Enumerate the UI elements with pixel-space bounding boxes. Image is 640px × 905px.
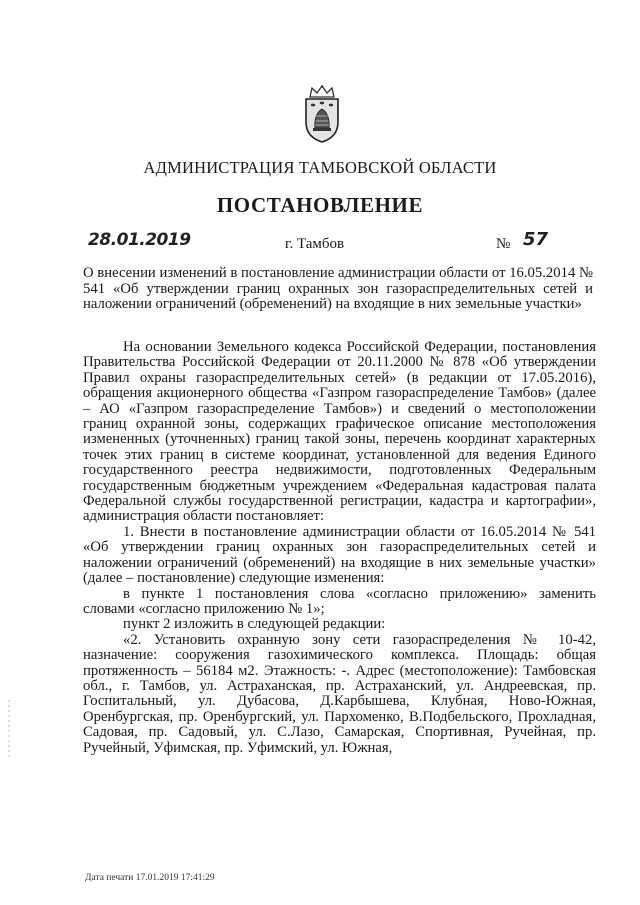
paragraph-preamble: На основании Земельного кодекса Российской Федерации, постановления Правительства Российской Федерации от 20.11.2000 № 878 «Об утверждении Правил охраны газораспределительных сетей» (в редакции от 17.05.2016), обращения акционерного общества «Газпром газораспределение Тамбов» (далее – АО «Газпром газораспределение Тамбов») и сведений о местоположении границ охранной зоны, содержащих графическое описание местоположения измененных (уточненных) границ такой зоны, перечень координат характерных точек этих границ в системе координат, установленной для ведения Единого государственного реестра недвижимости, подготовленных Федеральным государственным бюджетным учреждением «Федеральная кадастровая палата Федеральной службы государственной регистрации, кадастра и картографии», администрация области постановляет: [83,339,596,525]
scan-margin-mark [8,700,10,760]
document-subject: О внесении изменений в постановление администрации области от 16.05.2014 № 541 «Об утверждении границ охранных зон газораспределительных сетей и наложении ограничений (обременений) на входящие в них земельные участки» [83,265,593,312]
tambov-coat-of-arms [297,84,347,144]
handwritten-date: 28.01.2019 [88,230,191,250]
agency-name: АДМИНИСТРАЦИЯ ТАМБОВСКОЙ ОБЛАСТИ [143,158,497,177]
print-date-footer: Дата печати 17.01.2019 17:41:29 [85,873,215,883]
handwritten-number: 57 [523,229,549,250]
paragraph-change-2: пункт 2 изложить в следующей редакции: [123,616,386,633]
paragraph-new-item-2: «2. Установить охранную зону сети газораспределения № 10-42, назначение: сооружения газохимического комплекса. Площадь: общая протяженность – 56184 м2. Этажность: -. Адрес (местоположение): Тамбовская обл., г. Тамбов, ул. Астраханская, пр. Астраханский, ул. Андреевская, пр. Госпитальный, ул. Дубасова, Д.Карбышева, Клубная, Ново-Южная, Оренбургская, пр. Оренбургский, ул. Пархоменко, В.Подбельского, Прохладная, Садовая, пр. Садовый, ул. С.Лазо, Самарская, Спортивная, Ручейная, пр. Ручейный, Уфимская, пр. Уфимский, ул. Южная, [83,631,596,756]
document-body [83,340,596,756]
city: г. Тамбов [285,236,345,252]
paragraph-item-1: 1. Внести в постановление администрации области от 16.05.2014 № 541 «Об утверждении границ охранных зон газораспределительных сетей и наложении ограничений (обременений) на входящие в них земельные участки» (далее – постановление) следующие изменения: [83,523,596,587]
number-label: № [496,236,511,252]
document-type: ПОСТАНОВЛЕНИЕ [216,193,424,217]
paragraph-change-1: в пункте 1 постановления слова «согласно приложению» заменить словами «согласно приложению № 1»; [83,585,596,617]
